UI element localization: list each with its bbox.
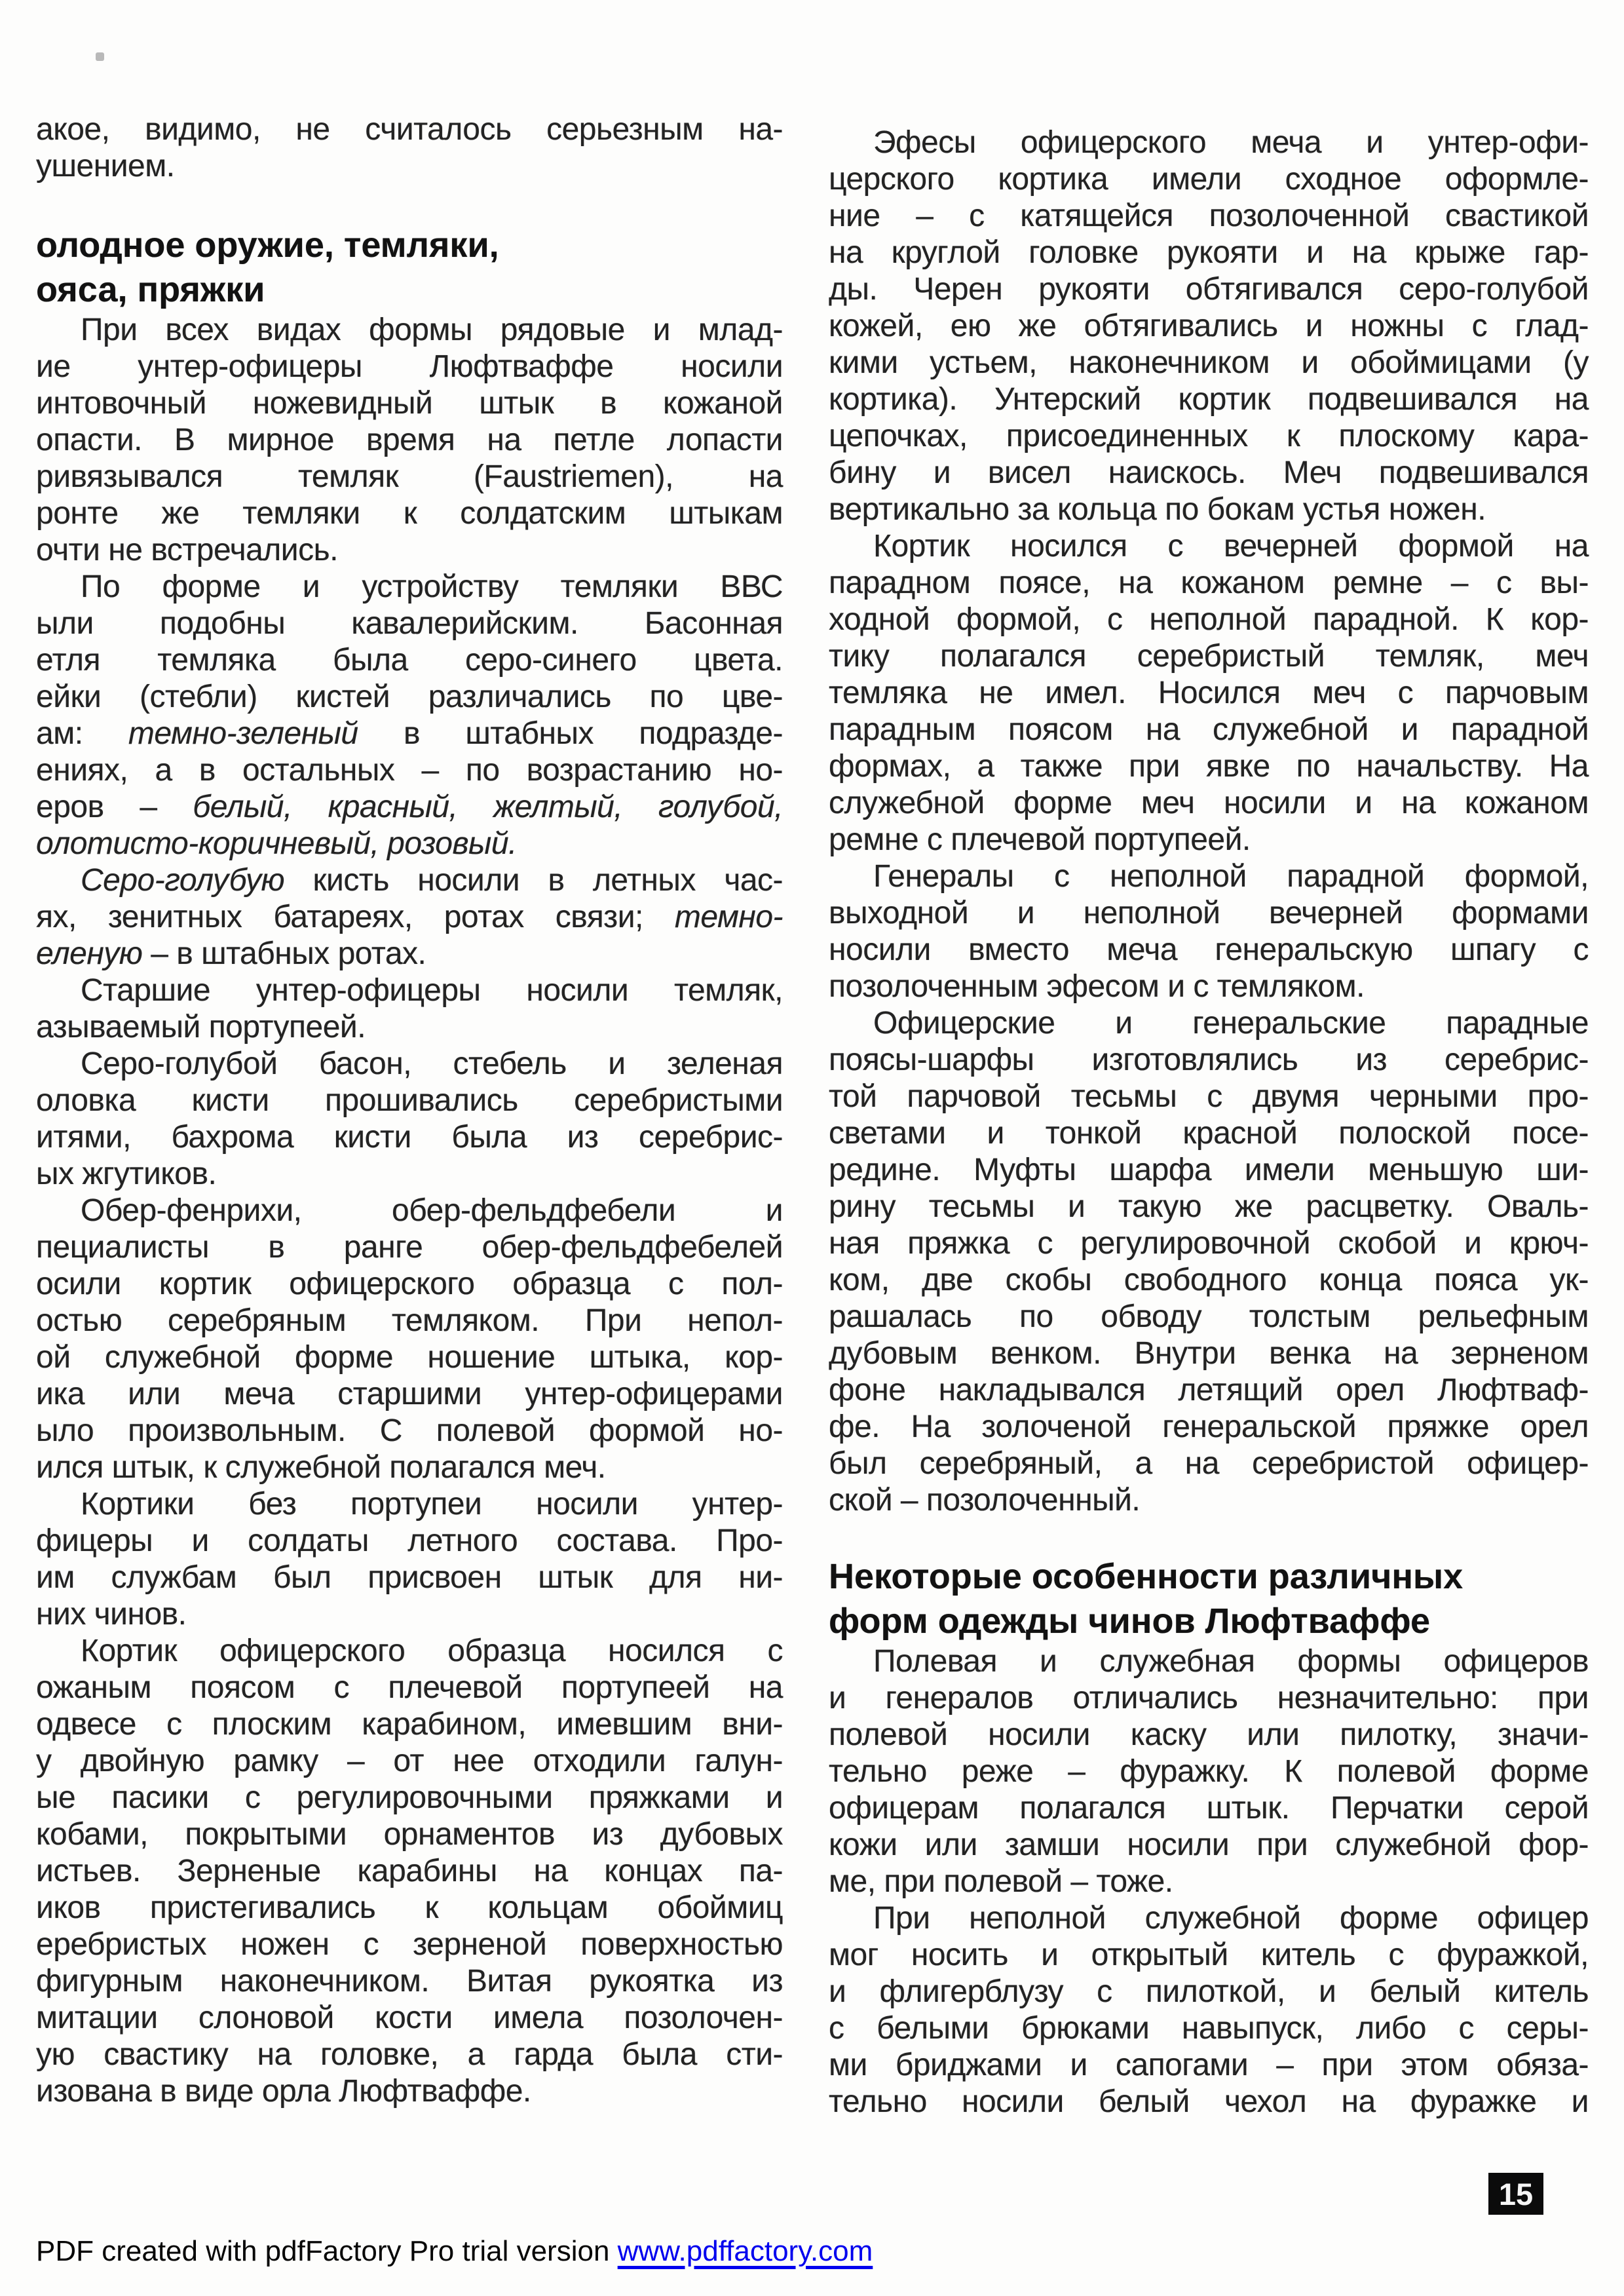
text-line: пециалисты в ранге обер-фельдфебелей <box>36 1230 783 1265</box>
text-line: служебной форме меч носили и на кожаном <box>829 786 1589 820</box>
section-heading-line: ояса, пряжки <box>36 270 265 309</box>
text-line: ушением. <box>36 149 175 183</box>
text-line: позолоченным эфесом и с темляком. <box>829 969 1365 1004</box>
text-line: формах, а также при явке по начальству. На <box>829 749 1589 784</box>
text-line: редине. Муфты шарфа имели меньшую ши- <box>829 1153 1589 1187</box>
text-line: итями, бахрома кисти была из серебрис- <box>36 1120 783 1155</box>
text-line: ронте же темляки к солдатским штыкам <box>36 496 783 531</box>
text-line: ная пряжка с регулировочной скобой и крюч- <box>829 1226 1589 1261</box>
text-line: и флигерблузу с пилоткой, и белый китель <box>829 1974 1589 2009</box>
footer-link[interactable]: www.pdffactory.com <box>617 2235 873 2267</box>
text-line: При всех видах формы рядовые и млад- <box>81 313 783 347</box>
text-line: Эфесы офицерского меча и унтер-офи- <box>873 125 1589 160</box>
text-line: По форме и устройству темляки ВВС <box>81 569 783 604</box>
footer-text: PDF created with pdfFactory Pro trial version <box>36 2235 618 2267</box>
text-line: рашалась по обводу толстым рельефным <box>829 1299 1589 1334</box>
text-line: Генералы с неполной парадной формой, <box>873 859 1589 894</box>
section-heading-line: Некоторые особенности различных <box>829 1557 1463 1596</box>
text-line: кортика). Унтерский кортик подвешивался на <box>829 382 1589 417</box>
text-line: ды. Черен рукояти обтягивался серо-голубой <box>829 272 1589 307</box>
text-line: полевой носили каску или пилотку, значи- <box>829 1717 1589 1752</box>
text-line: ремне с плечевой портупеей. <box>829 822 1251 857</box>
text-line: ской – позолоченный. <box>829 1483 1141 1518</box>
text-line: При неполной служебной форме офицер <box>873 1901 1589 1936</box>
text-column-left <box>36 111 783 2110</box>
text-line: Серо-голубой басон, стебель и зеленая <box>81 1046 783 1081</box>
text-line: ожаным поясом с плечевой портупеей на <box>36 1670 783 1705</box>
text-line: ях, зенитных батареях, ротах связи; темно- <box>36 900 783 934</box>
text-line: ме, при полевой – тоже. <box>829 1864 1173 1899</box>
text-line: ком, две скобы свободного конца пояса ук- <box>829 1263 1589 1297</box>
text-line: етля темляка была серо-синего цвета. <box>36 643 783 678</box>
section-heading-line: форм одежды чинов Люфтваффе <box>829 1601 1430 1641</box>
text-line: той парчовой тесьмы с двумя черными про- <box>829 1079 1589 1114</box>
text-line: акое, видимо, не считалось серьезным на- <box>36 112 783 147</box>
text-line: осили кортик офицерского образца с пол- <box>36 1267 783 1301</box>
text-line: им службам был присвоен штык для ни- <box>36 1560 783 1595</box>
footer <box>36 2234 873 2268</box>
text-line: бину и висел наискось. Меч подвешивался <box>829 455 1589 490</box>
text-line: ой служебной форме ношение штыка, кор- <box>36 1340 783 1375</box>
text-line: вертикально за кольца по бокам устья ножен. <box>829 492 1486 527</box>
page-number-badge <box>1488 2173 1543 2215</box>
text-line: истьев. Зерненые карабины на концах па- <box>36 1854 783 1888</box>
text-line: оловка кисти прошивались серебристыми <box>36 1083 783 1118</box>
text-line: фоне накладывался летящий орел Люфтваф- <box>829 1373 1589 1407</box>
text-line: иков пристегивались к кольцам обоймиц <box>36 1890 783 1925</box>
text-line: ениях, а в остальных – по возрастанию но- <box>36 753 783 788</box>
text-line: азываемый портупеей. <box>36 1010 366 1044</box>
text-line: поясы-шарфы изготовлялись из серебрис- <box>829 1043 1589 1077</box>
text-line: ика или меча старшими унтер-офицерами <box>36 1377 783 1411</box>
text-line: кими устьем, наконечником и обоймицами (у <box>829 345 1589 380</box>
text-line: Старшие унтер-офицеры носили темляк, <box>81 973 783 1008</box>
text-line: парадном поясе, на кожаном ремне – с вы- <box>829 565 1589 600</box>
text-line: был серебряный, а на серебристой офицер- <box>829 1446 1589 1481</box>
text-line: ых жгутиков. <box>36 1157 217 1191</box>
text-line: одвесе с плоским карабином, имевшим вни- <box>36 1707 783 1742</box>
text-line: церского кортика имели сходное оформле- <box>829 162 1589 197</box>
text-line: ился штык, к служебной полагался меч. <box>36 1450 606 1485</box>
text-line: еленую – в штабных ротах. <box>36 936 426 971</box>
page-number: 15 <box>1498 2176 1534 2211</box>
text-line: фе. На золоченой генеральской пряжке орел <box>829 1409 1589 1444</box>
text-line: рину тесьмы и такую же расцветку. Оваль- <box>829 1189 1589 1224</box>
text-line: ую свастику на головке, а гарда была сти- <box>36 2037 783 2072</box>
text-line: светами и тонкой красной полоской посе- <box>829 1116 1589 1151</box>
text-line: кобами, покрытыми орнаментов из дубовых <box>36 1817 783 1852</box>
text-line: тельно реже – фуражку. К полевой форме <box>829 1754 1589 1789</box>
text-line: ые пасики с регулировочными пряжками и <box>36 1780 783 1815</box>
text-line: ходной формой, с неполной парадной. К кор- <box>829 602 1589 637</box>
text-line: тельно носили белый чехол на фуражке и <box>829 2084 1589 2119</box>
text-line: цепочках, присоединенных к плоскому кара- <box>829 419 1589 453</box>
text-line: носили вместо меча генеральскую шпагу с <box>829 932 1589 967</box>
text-line: Полевая и служебная формы офицеров <box>873 1644 1589 1679</box>
scan-artifact-dot <box>96 52 104 61</box>
text-line: дубовым венком. Внутри венка на зерненом <box>829 1336 1589 1371</box>
text-line: Кортик носился с вечерней формой на <box>873 529 1589 564</box>
text-line: ие унтер-офицеры Люфтваффе носили <box>36 349 783 384</box>
text-line: мог носить и открытый китель с фуражкой, <box>829 1938 1589 1972</box>
text-line: кожей, ею же обтягивались и ножны с глад- <box>829 309 1589 343</box>
text-line: Обер-фенрихи, обер-фельдфебели и <box>81 1193 783 1228</box>
text-line: на круглой головке рукояти и на крыже гар- <box>829 235 1589 270</box>
text-line: остью серебряным темляком. При непол- <box>36 1303 783 1338</box>
text-line: Серо-голубую кисть носили в летных час- <box>81 863 783 898</box>
text-line: Кортики без портупеи носили унтер- <box>81 1487 783 1521</box>
text-line: изована в виде орла Люфтваффе. <box>36 2074 531 2109</box>
text-line: тику полагался серебристый темляк, меч <box>829 639 1589 674</box>
text-line: темляка не имел. Носился меч с парчовым <box>829 676 1589 710</box>
text-line: с белыми брюками навыпуск, либо с серы- <box>829 2011 1589 2046</box>
text-line: ми бриджами и сапогами – при этом обяза- <box>829 2048 1589 2082</box>
text-line: Офицерские и генеральские парадные <box>873 1006 1589 1041</box>
text-line: Кортик офицерского образца носился с <box>81 1634 783 1668</box>
text-line: еребристых ножен с зерненой поверхностью <box>36 1927 783 1962</box>
text-line: фигурным наконечником. Витая рукоятка из <box>36 1964 783 1999</box>
section-heading-line: олодное оружие, темляки, <box>36 225 499 265</box>
text-line: ыло произвольным. С полевой формой но- <box>36 1413 783 1448</box>
text-line: ейки (стебли) кистей различались по цве- <box>36 679 783 714</box>
text-line: них чинов. <box>36 1597 187 1632</box>
text-line: митации слоновой кости имела позолочен- <box>36 2000 783 2035</box>
text-line: ривязывался темляк (Faustriemen), на <box>36 459 783 494</box>
text-line: олотисто-коричневый, розовый. <box>36 826 517 861</box>
text-line: опасти. В мирное время на петле лопасти <box>36 423 783 457</box>
text-line: парадным поясом на служебной и парадной <box>829 712 1589 747</box>
text-line: у двойную рамку – от нее отходили галун- <box>36 1744 783 1778</box>
text-line: и генералов отличались незначительно: при <box>829 1681 1589 1715</box>
text-line: офицерам полагался штык. Перчатки серой <box>829 1791 1589 1826</box>
text-line: фицеры и солдаты летного состава. Про- <box>36 1523 783 1558</box>
text-line: кожи или замши носили при служебной фор- <box>829 1827 1589 1862</box>
text-line: ние – с катящейся позолоченной свастикой <box>829 199 1589 233</box>
text-line: выходной и неполной вечерней формами <box>829 896 1589 930</box>
text-line: очти не встречались. <box>36 533 338 567</box>
text-line: ам: темно-зеленый в штабных подразде- <box>36 716 783 751</box>
text-line: еров – белый, красный, желтый, голубой, <box>36 790 784 824</box>
text-line: ыли подобны кавалерийским. Басонная <box>36 606 783 641</box>
text-line: интовочный ножевидный штык в кожаной <box>36 386 783 421</box>
text-column-right <box>829 124 1589 2120</box>
